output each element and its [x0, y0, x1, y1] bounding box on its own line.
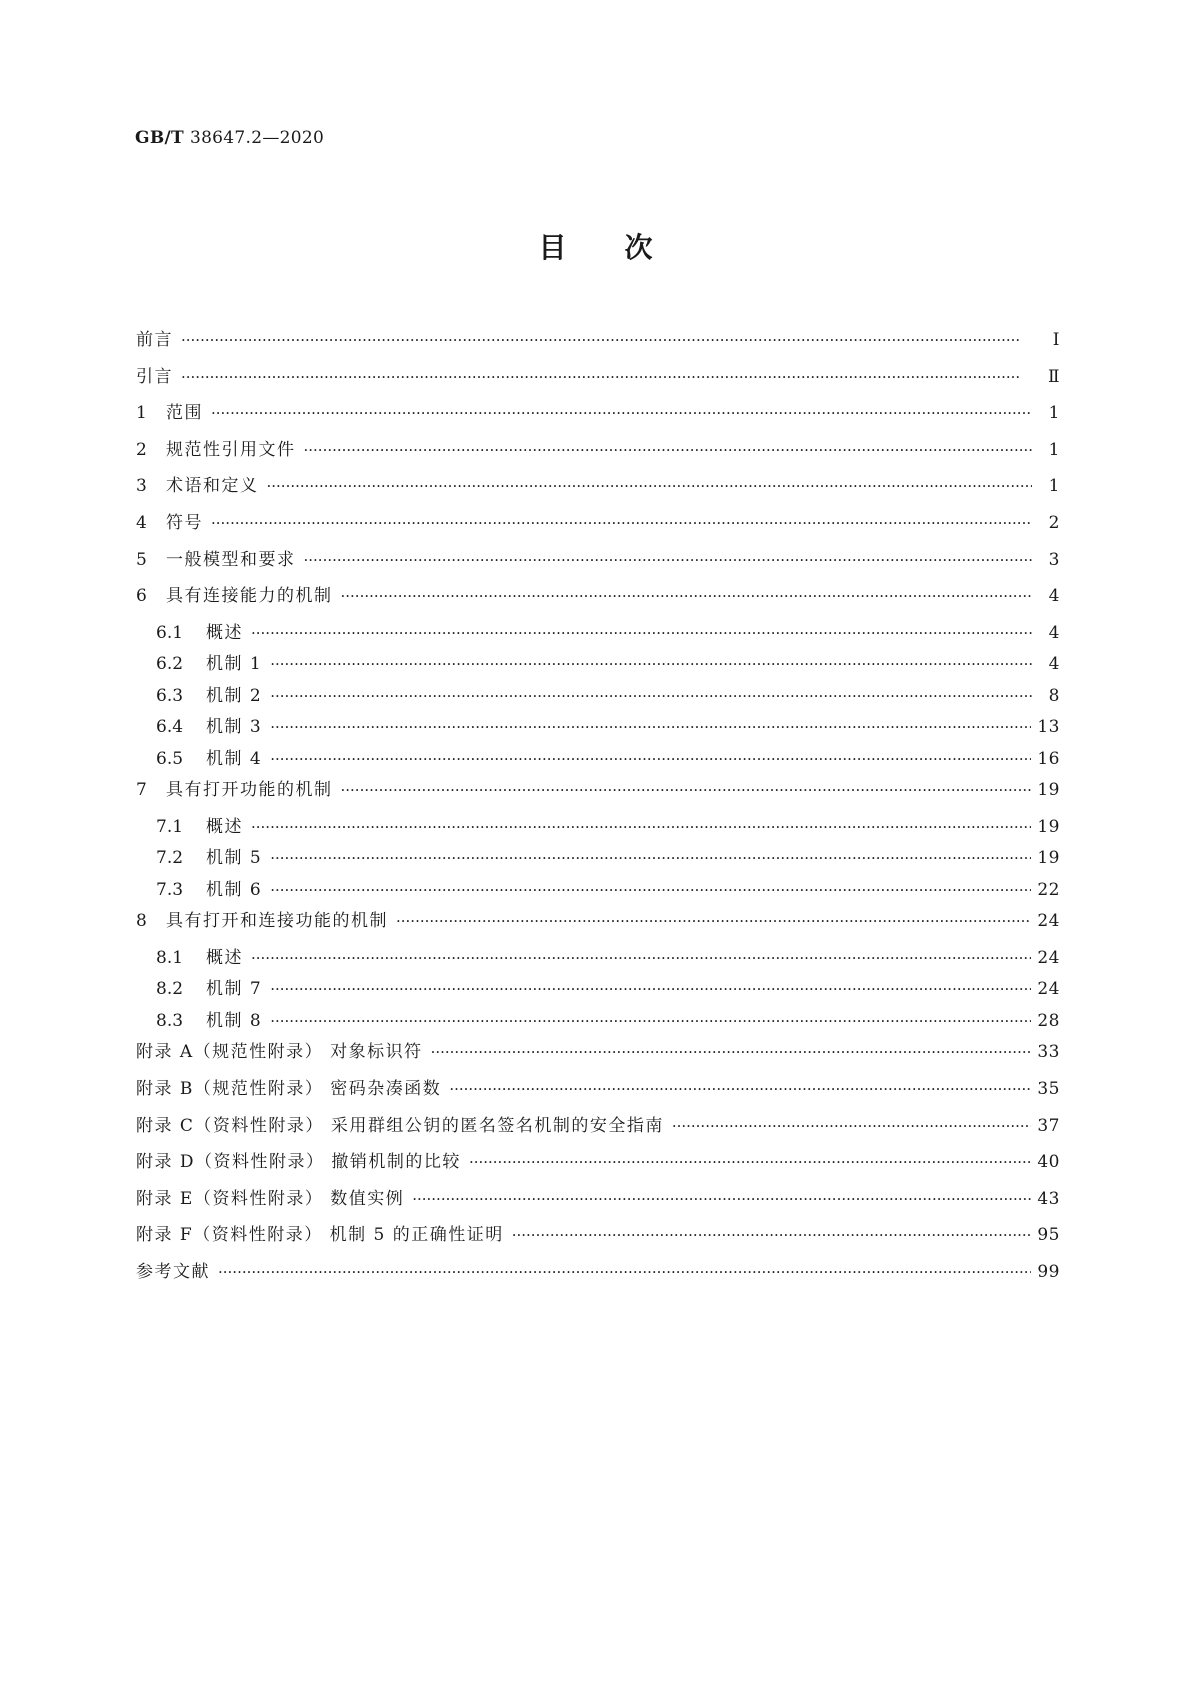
toc-leader-dots: [181, 331, 1032, 349]
toc-entry-number: 6.2: [156, 654, 184, 675]
toc-leader-dots: [270, 718, 1031, 736]
toc-leader-dots: [270, 849, 1031, 867]
toc-entry[interactable]: [136, 1006, 1060, 1038]
toc-entry-page: 99: [1037, 1262, 1060, 1282]
toc-leader-dots: [270, 980, 1031, 998]
toc-entry-label: 机制 7: [206, 979, 263, 1000]
document-code-prefix: GB/T: [135, 128, 184, 148]
toc-entry-label: 具有打开和连接功能的机制: [166, 911, 388, 932]
toc-entry-label: 机制 1: [206, 654, 263, 675]
toc-entry[interactable]: [136, 649, 1060, 681]
toc-entry-page: 19: [1037, 848, 1060, 869]
toc-leader-dots: [211, 514, 1032, 532]
toc-entry-number: 7.1: [156, 816, 184, 837]
toc-entry[interactable]: [136, 974, 1060, 1006]
toc-entry-page: 28: [1037, 1010, 1060, 1031]
toc-entry-page: 24: [1037, 979, 1060, 1000]
toc-entry-page: 4: [1048, 622, 1060, 643]
document-code-number: 38647.2—2020: [189, 128, 325, 148]
toc-entry-label: 附录 C（资料性附录） 采用群组公钥的匿名签名机制的安全指南: [136, 1115, 664, 1136]
toc-entry-page: 13: [1037, 717, 1060, 738]
toc-entry-label: 概述: [206, 947, 243, 968]
toc-entry-label: 附录 A（规范性附录） 对象标识符: [136, 1042, 423, 1063]
toc-entry[interactable]: [136, 712, 1060, 744]
toc-entry[interactable]: [136, 875, 1060, 907]
toc-leader-dots: [304, 441, 1033, 459]
toc-entry[interactable]: [136, 325, 1060, 362]
toc-entry-label: 机制 8: [206, 1010, 263, 1031]
toc-entry-page: 40: [1037, 1152, 1060, 1173]
toc-entry-page: 1: [1048, 403, 1060, 424]
toc-entry-number: 6.4: [156, 717, 184, 738]
page-title: 目次: [538, 231, 711, 264]
toc-entry[interactable]: [136, 545, 1060, 582]
toc-leader-dots: [396, 912, 1031, 930]
toc-entry[interactable]: [136, 471, 1060, 508]
toc-entry-page: 43: [1037, 1188, 1060, 1209]
toc-entry-number: 4: [136, 512, 147, 533]
toc-entry[interactable]: [136, 1074, 1060, 1111]
toc-entry[interactable]: [136, 435, 1060, 472]
toc-leader-dots: [469, 1153, 1031, 1171]
toc-entry-page: 19: [1037, 816, 1060, 837]
toc-entry-page: 37: [1037, 1115, 1060, 1136]
toc-entry[interactable]: [136, 1257, 1060, 1294]
toc-entry-label: 范围: [166, 403, 203, 424]
toc-entry[interactable]: [136, 1147, 1060, 1184]
toc-entry-page: 1: [1048, 476, 1060, 497]
toc-entry[interactable]: [136, 843, 1060, 875]
toc-leader-dots: [211, 404, 1032, 422]
toc-leader-dots: [672, 1117, 1032, 1135]
toc-entry-label: 机制 2: [206, 685, 263, 706]
toc-entry-label: 附录 B（规范性附录） 密码杂凑函数: [136, 1079, 442, 1100]
toc-entry-number: 3: [136, 476, 147, 497]
toc-entry[interactable]: [136, 775, 1060, 812]
toc-entry[interactable]: [136, 581, 1060, 618]
toc-leader-dots: [251, 624, 1032, 642]
toc-entry-label: 机制 4: [206, 748, 263, 769]
toc-entry-label: 附录 D（资料性附录） 撤销机制的比较: [136, 1152, 461, 1173]
toc-leader-dots: [341, 781, 1032, 799]
toc-entry-page: 24: [1037, 911, 1060, 932]
toc-entry-label: 机制 5: [206, 848, 263, 869]
toc-entry-number: 6.1: [156, 622, 184, 643]
toc-entry[interactable]: [136, 812, 1060, 844]
toc-entry-label: 前言: [136, 330, 173, 350]
toc-entry-label: 符号: [166, 512, 203, 533]
toc-entry-label: 概述: [206, 816, 243, 837]
toc-entry-number: 5: [136, 549, 147, 570]
toc-leader-dots: [512, 1226, 1032, 1244]
table-of-contents: [136, 325, 1060, 1294]
toc-entry-page: 16: [1037, 748, 1060, 769]
toc-leader-dots: [270, 881, 1031, 899]
toc-entry-label: 附录 F（资料性附录） 机制 5 的正确性证明: [136, 1225, 504, 1246]
toc-entry[interactable]: [136, 1220, 1060, 1257]
toc-entry-number: 7.3: [156, 879, 184, 900]
toc-entry-page: 33: [1037, 1042, 1060, 1063]
toc-entry-page: 4: [1048, 586, 1060, 607]
toc-leader-dots: [218, 1263, 1031, 1281]
toc-entry[interactable]: [136, 362, 1060, 399]
toc-entry-page: 24: [1037, 947, 1060, 968]
toc-entry-label: 概述: [206, 622, 243, 643]
toc-leader-dots: [267, 477, 1033, 495]
toc-entry-number: 1: [136, 403, 147, 424]
toc-leader-dots: [181, 368, 1032, 386]
toc-entry-page: 19: [1037, 780, 1060, 801]
toc-entry-number: 8.3: [156, 1010, 184, 1031]
toc-entry-number: 6.5: [156, 748, 184, 769]
toc-entry-page: Ⅱ: [1047, 366, 1060, 387]
toc-entry-label: 具有打开功能的机制: [166, 780, 333, 801]
toc-entry[interactable]: [136, 744, 1060, 776]
toc-entry-number: 8: [136, 911, 147, 932]
toc-entry-label: 附录 E（资料性附录） 数值实例: [136, 1188, 405, 1209]
toc-entry-page: 22: [1037, 879, 1060, 900]
toc-entry-number: 8.1: [156, 947, 184, 968]
toc-leader-dots: [270, 1012, 1031, 1030]
toc-leader-dots: [270, 687, 1032, 705]
toc-entry[interactable]: [136, 398, 1060, 435]
toc-entry-number: 7: [136, 780, 147, 801]
toc-entry-number: 7.2: [156, 848, 184, 869]
toc-entry-page: Ⅰ: [1052, 330, 1060, 350]
toc-leader-dots: [251, 949, 1031, 967]
toc-leader-dots: [251, 818, 1031, 836]
toc-entry[interactable]: [136, 618, 1060, 650]
toc-leader-dots: [431, 1043, 1032, 1061]
toc-entry[interactable]: [136, 906, 1060, 943]
toc-entry-number: 8.2: [156, 979, 184, 1000]
toc-entry-number: 2: [136, 439, 147, 460]
toc-entry-label: 参考文献: [136, 1262, 210, 1282]
toc-entry-label: 引言: [136, 366, 173, 387]
toc-entry-label: 机制 3: [206, 717, 263, 738]
toc-entry-page: 8: [1048, 685, 1060, 706]
toc-entry-page: 2: [1048, 512, 1060, 533]
toc-entry[interactable]: [136, 508, 1060, 545]
toc-entry-page: 95: [1037, 1225, 1060, 1246]
toc-entry-label: 规范性引用文件: [166, 439, 296, 460]
toc-leader-dots: [412, 1190, 1031, 1208]
toc-entry-page: 1: [1048, 439, 1060, 460]
toc-entry[interactable]: [136, 681, 1060, 713]
toc-entry[interactable]: [136, 943, 1060, 975]
toc-leader-dots: [270, 655, 1032, 673]
toc-entry-number: 6: [136, 586, 147, 607]
toc-entry-label: 具有连接能力的机制: [166, 586, 333, 607]
toc-leader-dots: [270, 750, 1031, 768]
toc-entry-number: 6.3: [156, 685, 184, 706]
toc-entry-label: 一般模型和要求: [166, 549, 296, 570]
toc-entry[interactable]: [136, 1184, 1060, 1221]
toc-entry[interactable]: [136, 1111, 1060, 1148]
toc-leader-dots: [341, 587, 1033, 605]
toc-entry-page: 3: [1048, 549, 1060, 570]
toc-entry-page: 4: [1048, 654, 1060, 675]
document-code: [135, 128, 324, 148]
toc-leader-dots: [304, 551, 1033, 569]
toc-entry-label: 术语和定义: [166, 476, 259, 497]
toc-entry-page: 35: [1037, 1079, 1060, 1100]
toc-entry[interactable]: [136, 1037, 1060, 1074]
toc-entry-label: 机制 6: [206, 879, 263, 900]
toc-leader-dots: [449, 1080, 1031, 1098]
